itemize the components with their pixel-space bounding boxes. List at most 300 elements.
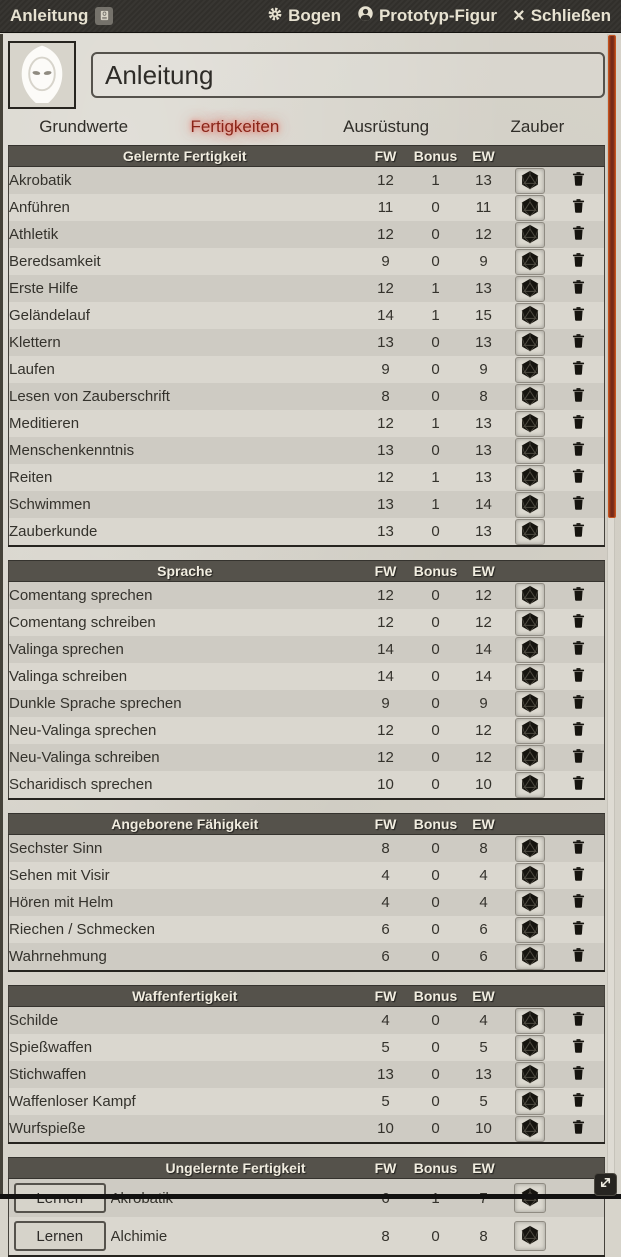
trash-icon: [572, 1015, 585, 1030]
dice-cell: [507, 167, 553, 195]
bonus-value: 0: [431, 695, 440, 712]
dice-cell: [507, 1007, 553, 1035]
ew-value: 8: [479, 388, 488, 405]
column-header-ew: EW: [461, 1158, 507, 1179]
trash-icon: [572, 256, 585, 271]
skill-row: [9, 744, 605, 771]
roll-dice-button[interactable]: [515, 303, 545, 329]
fw-value: 14: [377, 307, 394, 324]
trash-icon: [572, 752, 585, 767]
bonus-value: 0: [431, 226, 440, 243]
bonus-value: 0: [431, 1093, 440, 1110]
header-spacer: [507, 561, 553, 582]
dice-cell: [507, 437, 553, 464]
bonus-value: 0: [431, 614, 440, 631]
fw-value: 10: [377, 776, 394, 793]
header-spacer: [553, 986, 605, 1007]
ew-value: 10: [475, 776, 492, 793]
topbar-title-group: [10, 6, 113, 26]
d20-icon: [520, 232, 540, 247]
d20-icon: [520, 286, 540, 301]
trash-icon: [572, 175, 585, 190]
d20-icon: [520, 259, 540, 274]
trash-icon: [572, 1069, 585, 1084]
column-header-bonus: Bonus: [411, 1158, 461, 1179]
roll-dice-button[interactable]: [515, 637, 545, 663]
skill-name: Comentang schreiben: [9, 614, 156, 631]
ew-value: 13: [475, 442, 492, 459]
skill-table: [8, 145, 605, 547]
delete-skill-button[interactable]: [570, 223, 587, 246]
trash-icon: [572, 499, 585, 514]
roll-dice-button[interactable]: [515, 1035, 545, 1061]
skill-name: Scharidisch sprechen: [9, 776, 153, 793]
character-header: [8, 41, 613, 109]
roll-dice-button[interactable]: [515, 492, 545, 518]
trash-icon: [572, 418, 585, 433]
skill-row: [9, 1088, 605, 1115]
bonus-value: 0: [431, 1227, 440, 1245]
ew-value: 9: [479, 695, 488, 712]
column-header-fw: FW: [361, 146, 411, 167]
delete-skill-button[interactable]: [570, 692, 587, 715]
d20-icon: [520, 1072, 540, 1087]
bonus-value: 1: [431, 415, 440, 432]
skill-name: Valinga sprechen: [9, 641, 124, 658]
delete-skill-button[interactable]: [570, 584, 587, 607]
d20-icon: [520, 367, 540, 382]
d20-icon: [520, 782, 540, 797]
delete-cell: [553, 383, 605, 410]
table-title: Ungelernte Fertigkeit: [111, 1158, 361, 1179]
person-icon: [357, 5, 374, 27]
dice-cell: [507, 329, 553, 356]
tab-ausruestung[interactable]: Ausrüstung: [343, 117, 430, 136]
delete-skill-button[interactable]: [570, 1063, 587, 1086]
delete-skill-button[interactable]: [570, 665, 587, 688]
dice-cell: [507, 609, 553, 636]
sheet-button-label: Bogen: [288, 6, 341, 25]
d20-icon: [520, 701, 540, 716]
roll-dice-button[interactable]: [515, 917, 545, 943]
trash-icon: [572, 897, 585, 912]
fw-value: 12: [377, 226, 394, 243]
table-header-row: [9, 146, 605, 167]
trash-icon: [572, 843, 585, 858]
bonus-value: 0: [431, 921, 440, 938]
d20-icon: [520, 475, 540, 490]
trash-icon: [572, 337, 585, 352]
skill-row: [9, 1217, 605, 1256]
delete-cell: [553, 1088, 605, 1115]
delete-cell: [553, 636, 605, 663]
fw-value: 4: [381, 867, 390, 884]
delete-skill-button[interactable]: [570, 169, 587, 192]
roll-dice-button[interactable]: [515, 664, 545, 690]
delete-skill-button[interactable]: [570, 331, 587, 354]
skill-name: Lesen von Zauberschrift: [9, 388, 170, 405]
sheet-button[interactable]: [267, 6, 341, 27]
d20-icon: [520, 178, 540, 193]
figure-button-label: Prototyp-Figur: [378, 6, 497, 25]
delete-cell: [553, 464, 605, 491]
bonus-value: 0: [431, 587, 440, 604]
delete-skill-button[interactable]: [570, 891, 587, 914]
roll-dice-button[interactable]: [515, 411, 545, 437]
resize-arrows-icon: [598, 1175, 613, 1195]
roll-dice-button[interactable]: [515, 890, 545, 916]
ew-value: 8: [479, 840, 488, 857]
delete-skill-button[interactable]: [570, 837, 587, 860]
bonus-value: 0: [431, 722, 440, 739]
dice-cell: [507, 518, 553, 546]
delete-skill-button[interactable]: [570, 493, 587, 516]
fw-value: 4: [381, 894, 390, 911]
delete-cell: [553, 1007, 605, 1035]
fw-value: 12: [377, 172, 394, 189]
hooded-figure-icon: [12, 43, 72, 108]
bonus-value: 0: [431, 361, 440, 378]
tab-grundwerte[interactable]: Grundwerte: [39, 117, 129, 136]
bonus-value: 0: [431, 776, 440, 793]
delete-skill-button[interactable]: [570, 520, 587, 543]
skill-name: Neu-Valinga schreiben: [9, 749, 160, 766]
d20-icon: [520, 620, 540, 635]
trash-icon: [572, 671, 585, 686]
delete-skill-button[interactable]: [570, 1117, 587, 1140]
delete-cell: [553, 167, 605, 195]
skill-name: Laufen: [9, 361, 55, 378]
roll-dice-button[interactable]: [515, 1116, 545, 1142]
fw-value: 12: [377, 415, 394, 432]
delete-skill-button[interactable]: [570, 412, 587, 435]
delete-cell: [553, 1034, 605, 1061]
table-header-row: [9, 814, 605, 835]
dice-cell: [507, 1088, 553, 1115]
skill-row: [9, 383, 605, 410]
skill-row: [9, 194, 605, 221]
ew-value: 4: [479, 894, 488, 911]
skill-row: [9, 464, 605, 491]
column-header-ew: EW: [461, 146, 507, 167]
header-spacer: [507, 986, 553, 1007]
bonus-value: 0: [431, 641, 440, 658]
skill-row: [9, 248, 605, 275]
delete-skill-button[interactable]: [570, 466, 587, 489]
ew-value: 13: [475, 523, 492, 540]
bonus-value: 0: [431, 334, 440, 351]
delete-skill-button[interactable]: [570, 277, 587, 300]
tab-bar: [8, 115, 613, 139]
skill-row: [9, 717, 605, 744]
dice-cell: [507, 1115, 553, 1143]
delete-cell: [553, 916, 605, 943]
delete-cell: [553, 582, 605, 610]
trash-icon: [572, 229, 585, 244]
delete-skill-button[interactable]: [570, 358, 587, 381]
delete-skill-button[interactable]: [570, 638, 587, 661]
skill-table: [8, 1157, 605, 1257]
delete-cell: [553, 663, 605, 690]
roll-dice-button[interactable]: [515, 772, 545, 798]
ew-value: 9: [479, 253, 488, 270]
ew-value: 13: [475, 334, 492, 351]
skill-row: [9, 329, 605, 356]
skill-row: [9, 862, 605, 889]
learn-button[interactable]: Lernen: [14, 1221, 106, 1251]
delete-skill-button[interactable]: [570, 250, 587, 273]
bonus-value: 1: [431, 280, 440, 297]
fw-value: 6: [381, 921, 390, 938]
trash-icon: [572, 364, 585, 379]
fw-value: 8: [381, 840, 390, 857]
dice-cell: [507, 862, 553, 889]
trash-icon: [572, 590, 585, 605]
d20-icon: [520, 755, 540, 770]
dice-cell: [507, 582, 553, 610]
delete-cell: [553, 1115, 605, 1143]
roll-dice-button[interactable]: [514, 1221, 546, 1251]
ew-value: 13: [475, 469, 492, 486]
dice-cell: [507, 194, 553, 221]
dice-cell: [507, 663, 553, 690]
skill-row: [9, 916, 605, 943]
skill-name: Riechen / Schmecken: [9, 921, 155, 938]
roll-dice-button[interactable]: [515, 1089, 545, 1115]
figure-button[interactable]: [357, 5, 497, 27]
dice-cell: [507, 889, 553, 916]
skill-row: [9, 889, 605, 916]
ew-value: 8: [479, 1227, 488, 1245]
d20-icon: [520, 728, 540, 743]
trash-icon: [572, 445, 585, 460]
d20-icon: [520, 421, 540, 436]
delete-cell: [553, 275, 605, 302]
roll-dice-button[interactable]: [515, 610, 545, 636]
delete-cell: [553, 437, 605, 464]
skill-name: Erste Hilfe: [9, 280, 79, 297]
bonus-value: 0: [431, 1066, 440, 1083]
column-header-fw: FW: [361, 814, 411, 835]
delete-skill-button[interactable]: [570, 719, 587, 742]
trash-icon: [572, 283, 585, 298]
roll-dice-button[interactable]: [515, 168, 545, 194]
delete-skill-button[interactable]: [570, 1009, 587, 1032]
fw-value: 4: [381, 1012, 390, 1029]
roll-dice-button[interactable]: [515, 1008, 545, 1034]
delete-cell: [553, 194, 605, 221]
delete-cell: [553, 518, 605, 546]
fw-value: 8: [381, 1227, 390, 1245]
trash-icon: [572, 779, 585, 794]
roll-dice-button[interactable]: [515, 1062, 545, 1088]
delete-skill-button[interactable]: [570, 439, 587, 462]
ew-value: 13: [475, 172, 492, 189]
fw-value: 12: [377, 614, 394, 631]
skill-name: Waffenloser Kampf: [9, 1093, 136, 1110]
roll-dice-button[interactable]: [515, 718, 545, 744]
trash-icon: [572, 725, 585, 740]
delete-skill-button[interactable]: [570, 196, 587, 219]
skill-row: [9, 663, 605, 690]
roll-dice-button[interactable]: [515, 691, 545, 717]
roll-dice-button[interactable]: [515, 863, 545, 889]
delete-cell: [553, 248, 605, 275]
ew-value: 12: [475, 722, 492, 739]
roll-dice-button[interactable]: [515, 357, 545, 383]
window-frame-bottom: [0, 1194, 621, 1199]
delete-cell: [553, 835, 605, 863]
table-title: Sprache: [9, 561, 361, 582]
delete-skill-button[interactable]: [570, 773, 587, 796]
fw-value: 8: [381, 388, 390, 405]
table-header-row: [9, 986, 605, 1007]
roll-dice-button[interactable]: [515, 222, 545, 248]
column-header-fw: FW: [361, 561, 411, 582]
ew-value: 15: [475, 307, 492, 324]
dice-cell: [507, 275, 553, 302]
bonus-value: 0: [431, 442, 440, 459]
fw-value: 12: [377, 749, 394, 766]
resize-handle[interactable]: [594, 1173, 617, 1196]
d20-icon: [520, 340, 540, 355]
roll-dice-button[interactable]: [515, 276, 545, 302]
skill-row: [9, 491, 605, 518]
trash-icon: [572, 617, 585, 632]
dice-cell: [507, 410, 553, 437]
skill-row: [9, 636, 605, 663]
delete-skill-button[interactable]: [570, 746, 587, 769]
skill-name: Sehen mit Visir: [9, 867, 110, 884]
skill-name: Alchimie: [110, 1227, 168, 1245]
dice-cell: [507, 356, 553, 383]
delete-skill-button[interactable]: [570, 385, 587, 408]
delete-cell: [553, 329, 605, 356]
scrollbar-thumb[interactable]: [608, 35, 616, 518]
roll-dice-button[interactable]: [515, 249, 545, 275]
table-title: Angeborene Fähigkeit: [9, 814, 361, 835]
skill-name: Sechster Sinn: [9, 840, 103, 857]
fw-value: 14: [377, 641, 394, 658]
skill-row: [9, 582, 605, 610]
delete-skill-button[interactable]: [570, 611, 587, 634]
tab-fertigkeiten[interactable]: Fertigkeiten: [190, 117, 280, 136]
header-spacer: [507, 814, 553, 835]
fw-value: 13: [377, 496, 394, 513]
roll-dice-button[interactable]: [515, 438, 545, 464]
delete-skill-button[interactable]: [570, 304, 587, 327]
skill-name: Reiten: [9, 469, 53, 486]
ew-value: 12: [475, 749, 492, 766]
skill-row: [9, 1115, 605, 1143]
d20-icon: [520, 1233, 540, 1248]
scrollbar-track[interactable]: [607, 34, 615, 1193]
roll-dice-button[interactable]: [515, 519, 545, 545]
dice-cell: [507, 1217, 553, 1256]
delete-skill-button[interactable]: [570, 1090, 587, 1113]
delete-cell: [553, 356, 605, 383]
learn-cell: [9, 1217, 111, 1256]
d20-icon: [520, 529, 540, 544]
roll-dice-button[interactable]: [515, 836, 545, 862]
delete-skill-button[interactable]: [570, 918, 587, 941]
close-icon: ×: [513, 5, 525, 27]
header-spacer: [507, 146, 553, 167]
tab-zauber[interactable]: Zauber: [510, 117, 565, 136]
roll-dice-button[interactable]: [515, 944, 545, 970]
delete-skill-button[interactable]: [570, 864, 587, 887]
skill-name: Zauberkunde: [9, 523, 98, 540]
character-avatar[interactable]: [8, 41, 76, 109]
ew-value: 5: [479, 1093, 488, 1110]
header-spacer: [507, 1158, 553, 1179]
fw-value: 12: [377, 280, 394, 297]
character-name-input[interactable]: [91, 52, 605, 98]
skill-row: [9, 221, 605, 248]
trash-icon: [572, 924, 585, 939]
fw-value: 9: [381, 695, 390, 712]
window-frame-left: [0, 34, 3, 1199]
roll-dice-button[interactable]: [515, 745, 545, 771]
d20-icon: [520, 1018, 540, 1033]
skill-row: [9, 518, 605, 546]
dice-cell: [507, 636, 553, 663]
skill-table: [8, 985, 605, 1144]
column-header-ew: EW: [461, 986, 507, 1007]
bonus-value: 0: [431, 523, 440, 540]
roll-dice-button[interactable]: [515, 330, 545, 356]
close-button[interactable]: [513, 6, 611, 26]
delete-cell: [553, 690, 605, 717]
skill-row: [9, 1007, 605, 1035]
fw-value: 12: [377, 722, 394, 739]
delete-cell: [553, 221, 605, 248]
delete-cell: [553, 609, 605, 636]
delete-cell: [553, 771, 605, 799]
skill-name: Neu-Valinga sprechen: [9, 722, 157, 739]
roll-dice-button[interactable]: [515, 583, 545, 609]
fw-value: 13: [377, 442, 394, 459]
fw-value: 12: [377, 469, 394, 486]
dice-cell: [507, 771, 553, 799]
ew-value: 12: [475, 226, 492, 243]
roll-dice-button[interactable]: [515, 384, 545, 410]
ew-value: 11: [475, 199, 492, 216]
d20-icon: [520, 1045, 540, 1060]
ew-value: 12: [475, 614, 492, 631]
skill-name: Hören mit Helm: [9, 894, 114, 911]
ew-value: 9: [479, 361, 488, 378]
trash-icon: [572, 870, 585, 885]
roll-dice-button[interactable]: [515, 195, 545, 221]
skill-name: Wurfspieße: [9, 1120, 86, 1137]
topbar: [0, 0, 621, 33]
bonus-value: 0: [431, 1120, 440, 1137]
delete-skill-button[interactable]: [570, 945, 587, 968]
delete-skill-button[interactable]: [570, 1036, 587, 1059]
skill-table: [8, 813, 605, 972]
roll-dice-button[interactable]: [515, 465, 545, 491]
dice-cell: [507, 221, 553, 248]
fw-value: 9: [381, 361, 390, 378]
ew-value: 13: [475, 1066, 492, 1083]
column-header-ew: EW: [461, 814, 507, 835]
d20-icon: [520, 313, 540, 328]
delete-cell: [553, 744, 605, 771]
d20-icon: [520, 502, 540, 517]
ew-value: 14: [475, 496, 492, 513]
dice-cell: [507, 248, 553, 275]
